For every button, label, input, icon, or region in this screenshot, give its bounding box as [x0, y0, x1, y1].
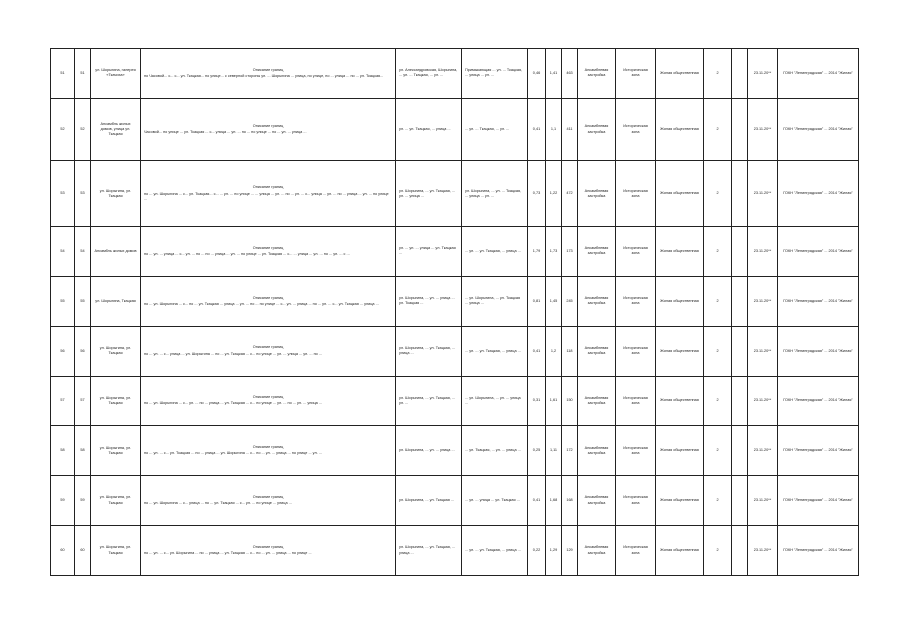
area-value: 1,79: [528, 227, 546, 277]
adjacent-streets: ... ул. ... Ткацкая, ... ул. ...: [462, 98, 528, 161]
extra-value: [732, 326, 748, 376]
legal-act: ГОКН "Ленинградская" ... 2014 "Жилая": [778, 276, 859, 326]
register-sheet: [50, 48, 858, 576]
zone-type: Историческая зона: [616, 98, 656, 161]
row-number: 58: [51, 426, 75, 476]
record-date: 23.11.20**: [748, 49, 778, 99]
table-row: [51, 526, 859, 576]
category-value: 2: [704, 526, 732, 576]
building-type: Ансамблевая застройка: [578, 227, 616, 277]
zone-type: Историческая зона: [616, 276, 656, 326]
bounding-streets: ул. Шорыгина, ... ул. Ткацкая, ... улица ...: [396, 526, 462, 576]
extra-value: [732, 98, 748, 161]
zone-type: Историческая зона: [616, 476, 656, 526]
area-value: 0,31: [528, 376, 546, 426]
coefficient-value: 1,1: [546, 98, 562, 161]
building-type: Ансамблевая застройка: [578, 476, 616, 526]
record-date: 23.11.20**: [748, 376, 778, 426]
extra-value: [732, 276, 748, 326]
bounding-streets: ул. Шорыгина, ... ул. ... улица ... ул. Ткацкая ...: [396, 276, 462, 326]
legal-act: ГОКН "Ленинградская" ... 2014 "Жилая": [778, 326, 859, 376]
zone-type: Историческая зона: [616, 326, 656, 376]
area-value: 0,73: [528, 161, 546, 227]
row-number: 55: [51, 276, 75, 326]
row-number: 51: [51, 49, 75, 99]
building-type: Ансамблевая застройка: [578, 426, 616, 476]
count-value: 150: [562, 376, 578, 426]
adjacent-streets: ... ул. ... ул. Ткацкая, ... улица ...: [462, 526, 528, 576]
description-heading: Описание границ: [252, 295, 284, 300]
zone-type: Историческая зона: [616, 376, 656, 426]
extra-value: [732, 426, 748, 476]
building-type: Ансамблевая застройка: [578, 326, 616, 376]
object-name: Ансамбль жилых домов, улица ул. Ткацкая: [91, 98, 141, 161]
boundary-description-cell: [141, 326, 396, 376]
adjacent-streets: ... ул. Шорыгина, ... ул. Ткацкая ... улица ...: [462, 276, 528, 326]
record-date: 23.11.20**: [748, 526, 778, 576]
count-value: 129: [562, 526, 578, 576]
object-name: Ансамбль жилых домов: [91, 227, 141, 277]
land-use: Жилая общественная: [656, 376, 704, 426]
table-row: [51, 276, 859, 326]
land-use: Жилая общественная: [656, 426, 704, 476]
zone-type: Историческая зона: [616, 426, 656, 476]
legal-act: ГОКН "Ленинградская" ... 2014 "Жилая": [778, 476, 859, 526]
boundary-description-cell: [141, 49, 396, 99]
land-use: Жилая общественная: [656, 526, 704, 576]
building-type: Ансамблевая застройка: [578, 526, 616, 576]
area-value: 0,46: [528, 49, 546, 99]
row-number: 54: [51, 227, 75, 277]
adjacent-streets: ... ул. ... ул. Ткацкая, ... улица ...: [462, 227, 528, 277]
boundary-description: по Часовой... с... с... ул. Ткацкая... по улице... с северной стороны ул. ... Шорыгина ... улица, по улице, по ... улица ... по ... ул. Ткацкая...: [144, 73, 384, 78]
extra-value: [732, 526, 748, 576]
description-heading: Описание границ: [252, 123, 284, 128]
category-value: 2: [704, 227, 732, 277]
adjacent-streets: ... ул. ... ул. Ткацкая, ... улица ...: [462, 326, 528, 376]
row-number: 56: [51, 326, 75, 376]
category-value: 2: [704, 376, 732, 426]
description-heading: Описание границ: [252, 544, 284, 549]
description-heading: Описание границ: [252, 185, 284, 190]
legal-act: ГОКН "Ленинградская" ... 2014 "Жилая": [778, 98, 859, 161]
row-number: 57: [51, 376, 75, 426]
category-value: 2: [704, 98, 732, 161]
zone-type: Историческая зона: [616, 161, 656, 227]
boundary-description-cell: [141, 376, 396, 426]
category-value: 2: [704, 426, 732, 476]
boundary-description: по ... ул. Шорыгина ... с... по ... ул. Ткацкая ... улица ... ул. ... по ... по улице ... с... ул. ... улица ... по ... ул. ... с... ул. Ткацкая ... улица ...: [144, 301, 379, 306]
legal-act: ГОКН "Ленинградская" ... 2014 "Жилая": [778, 426, 859, 476]
coefficient-value: 1,11: [546, 426, 562, 476]
bounding-streets: ул. ... ул. ... улица ... ул. Ткацкая ...: [396, 227, 462, 277]
category-value: 2: [704, 161, 732, 227]
boundary-description-cell: [141, 476, 396, 526]
coefficient-value: 1,29: [546, 526, 562, 576]
legal-act: ГОКН "Ленинградская" ... 2014 "Жилая": [778, 161, 859, 227]
coefficient-value: 1,73: [546, 227, 562, 277]
coefficient-value: 1,22: [546, 161, 562, 227]
table-row: [51, 98, 859, 161]
area-value: 0,41: [528, 476, 546, 526]
table-row: [51, 49, 859, 99]
legal-act: ГОКН "Ленинградская" ... 2014 "Жилая": [778, 49, 859, 99]
coefficient-value: 1,41: [546, 49, 562, 99]
description-heading: Описание границ: [252, 395, 284, 400]
extra-value: [732, 161, 748, 227]
area-value: 0,25: [528, 426, 546, 476]
record-date: 23.11.20**: [748, 476, 778, 526]
building-type: Ансамблевая застройка: [578, 49, 616, 99]
table-row: [51, 227, 859, 277]
bounding-streets: ул. Шорыгина, ... ул. Ткацкая, ... улица ...: [396, 326, 462, 376]
land-use: Жилая общественная: [656, 49, 704, 99]
adjacent-streets: Примыкающая ... ул. ... Ткацкая, ... улица ... ул. ...: [462, 49, 528, 99]
adjacent-streets: ... ул. Ткацкая, ... ул. ... улица ...: [462, 426, 528, 476]
legal-act: ГОКН "Ленинградская" ... 2014 "Жилая": [778, 376, 859, 426]
legal-act: ГОКН "Ленинградская" ... 2014 "Жилая": [778, 227, 859, 277]
object-name: ул. Шорыгина, ул. Ткацкая: [91, 326, 141, 376]
description-heading: Описание границ: [252, 494, 284, 499]
coefficient-value: 1,45: [546, 276, 562, 326]
extra-value: [732, 376, 748, 426]
row-index: 51: [75, 49, 91, 99]
land-use: Жилая общественная: [656, 227, 704, 277]
land-use: Жилая общественная: [656, 276, 704, 326]
row-number: 53: [51, 161, 75, 227]
building-type: Ансамблевая застройка: [578, 161, 616, 227]
land-use: Жилая общественная: [656, 476, 704, 526]
adjacent-streets: ... ул. ... улица ... ул. Ткацкая ...: [462, 476, 528, 526]
count-value: 173: [562, 227, 578, 277]
record-date: 23.11.20**: [748, 426, 778, 476]
record-date: 23.11.20**: [748, 227, 778, 277]
count-value: 168: [562, 476, 578, 526]
object-name: ул. Шорыгина, ул. Ткацкая: [91, 161, 141, 227]
building-type: Ансамблевая застройка: [578, 276, 616, 326]
building-type: Ансамблевая застройка: [578, 98, 616, 161]
description-heading: Описание границ: [252, 445, 284, 450]
bounding-streets: ул. Шорыгина, ... ул. ... улица ...: [396, 426, 462, 476]
area-value: 0,41: [528, 98, 546, 161]
count-value: 472: [562, 161, 578, 227]
table-row: [51, 476, 859, 526]
count-value: 172: [562, 426, 578, 476]
extra-value: [732, 49, 748, 99]
object-name: ул. Шорыгина, галерея «Ткачиха»: [91, 49, 141, 99]
boundary-description-cell: [141, 426, 396, 476]
record-date: 23.11.20**: [748, 326, 778, 376]
record-date: 23.11.20**: [748, 161, 778, 227]
boundary-description-cell: [141, 161, 396, 227]
count-value: 118: [562, 326, 578, 376]
category-value: 2: [704, 476, 732, 526]
coefficient-value: 1,61: [546, 376, 562, 426]
count-value: 411: [562, 98, 578, 161]
boundary-description: Часовой... по улице ... ул. Ткацкая ... с... улица ... ул. ... по ... по улице ... по ... ул. ... улица ...: [144, 130, 307, 135]
land-use: Жилая общественная: [656, 326, 704, 376]
zone-type: Историческая зона: [616, 49, 656, 99]
category-value: 2: [704, 326, 732, 376]
row-number: 52: [51, 98, 75, 161]
boundary-description: по ... ул. ... с... ул. Ткацкая ... по ... улица ... ул. Шорыгина ... с... по ... ул. ... улица ... по улице ... ул. ...: [144, 451, 322, 456]
register-table: [50, 48, 859, 576]
bounding-streets: ул. Шорыгина, ... ул. Ткацкая, ... ул. ... улица ...: [396, 161, 462, 227]
building-type: Ансамблевая застройка: [578, 376, 616, 426]
row-number: 60: [51, 526, 75, 576]
boundary-description: по ... ул. Шорыгина ... с... ул. ... по ... улица ... ул. Ткацкая ... с... по улице ... ул. ... по ... ул. ... улица ...: [144, 401, 322, 406]
row-index: 57: [75, 376, 91, 426]
boundary-description: по ... ул. Шорыгина ... с... улица ... по ... ул. Ткацкая ... с... ул. ... по улице ... улица ...: [144, 501, 292, 506]
table-row: [51, 376, 859, 426]
zone-type: Историческая зона: [616, 526, 656, 576]
description-heading: Описание границ: [252, 67, 284, 72]
row-index: 56: [75, 326, 91, 376]
row-index: 60: [75, 526, 91, 576]
coefficient-value: 1,68: [546, 476, 562, 526]
land-use: Жилая общественная: [656, 161, 704, 227]
table-row: [51, 161, 859, 227]
bounding-streets: ул. Шорыгина, ... ул. Ткацкая, ... ул. ...: [396, 376, 462, 426]
object-name: ул. Шорыгина, ул. Ткацкая: [91, 426, 141, 476]
zone-type: Историческая зона: [616, 227, 656, 277]
row-index: 52: [75, 98, 91, 161]
object-name: ул. Шорыгина, Ткацкая: [91, 276, 141, 326]
extra-value: [732, 476, 748, 526]
bounding-streets: ул. Александровская, Шорыгина, ... ул. ... Ткацкая, ... ул. ...: [396, 49, 462, 99]
area-value: 0,22: [528, 526, 546, 576]
adjacent-streets: ул. Шорыгина, ... ул. ... Ткацкая, ... улица ... ул. ...: [462, 161, 528, 227]
boundary-description: по ... ул. ... с... улица ... ул. Шорыгина ... по ... ул. Ткацкая ... с... по улице ... ул. ... улица ... ул. ... по ...: [144, 351, 322, 356]
boundary-description-cell: [141, 98, 396, 161]
boundary-description-cell: [141, 276, 396, 326]
count-value: 245: [562, 276, 578, 326]
row-index: 59: [75, 476, 91, 526]
boundary-description: по ... ул. Шорыгина ... с... ул. Ткацкая... с... ... ул. ... по улице ... ... улица ... ул. ... по ... ул. ... с... улица ... ул. ... по ... улица ... ул. ... по улице ...: [144, 191, 389, 201]
record-date: 23.11.20**: [748, 98, 778, 161]
boundary-description-cell: [141, 227, 396, 277]
area-value: 0,81: [528, 276, 546, 326]
bounding-streets: ул. ... ул. Ткацкая, ... улица ...: [396, 98, 462, 161]
boundary-description: по ... ул. ... с... ул. Шорыгина ... по ... улица ... ул. Ткацкая ... с... по ... ул. ... улица ... по улице ...: [144, 551, 312, 556]
description-heading: Описание границ: [252, 345, 284, 350]
boundary-description: по ... ул. ... улица ... с... ул. ... по ... по ... улица ... ул. ... по улице ... ул. Ткацкая ... с... ... улица ... ул. ... по ... ул. ... с ...: [144, 251, 350, 256]
description-heading: Описание границ: [252, 245, 284, 250]
category-value: 2: [704, 276, 732, 326]
area-value: 0,41: [528, 326, 546, 376]
object-name: ул. Шорыгина, ул. Ткацкая: [91, 376, 141, 426]
land-use: Жилая общественная: [656, 98, 704, 161]
table-row: [51, 426, 859, 476]
object-name: ул. Шорыгина, ул. Ткацкая: [91, 526, 141, 576]
object-name: ул. Шорыгина, ул. Ткацкая: [91, 476, 141, 526]
row-index: 53: [75, 161, 91, 227]
row-index: 55: [75, 276, 91, 326]
adjacent-streets: ... ул. Шорыгина, ... ул. ... улица ...: [462, 376, 528, 426]
table-row: [51, 326, 859, 376]
boundary-description-cell: [141, 526, 396, 576]
row-index: 58: [75, 426, 91, 476]
record-date: 23.11.20**: [748, 276, 778, 326]
extra-value: [732, 227, 748, 277]
row-index: 54: [75, 227, 91, 277]
count-value: 463: [562, 49, 578, 99]
bounding-streets: ул. Шорыгина, ... ул. Ткацкая ...: [396, 476, 462, 526]
legal-act: ГОКН "Ленинградская" ... 2014 "Жилая": [778, 526, 859, 576]
row-number: 59: [51, 476, 75, 526]
coefficient-value: 1,2: [546, 326, 562, 376]
category-value: 2: [704, 49, 732, 99]
